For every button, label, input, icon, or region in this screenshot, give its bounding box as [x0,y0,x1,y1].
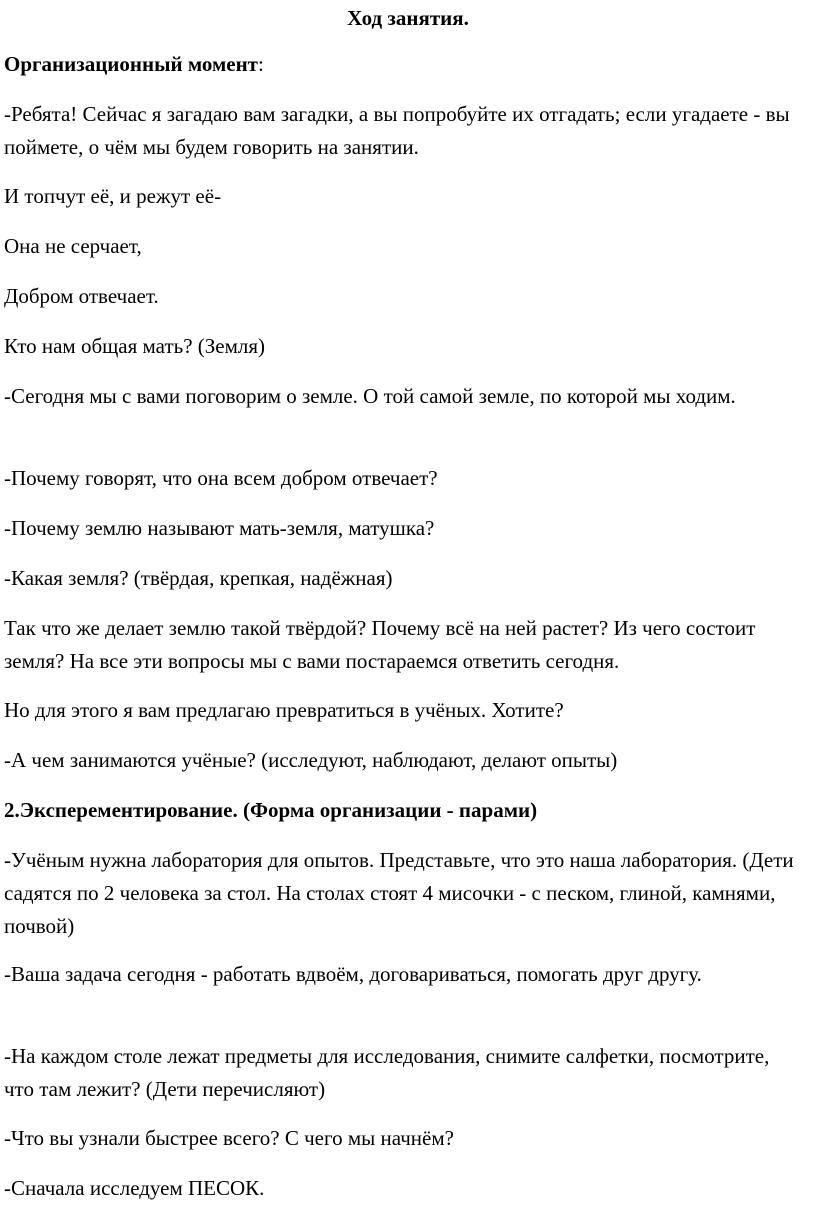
section-heading-org-moment [4,48,804,81]
section-heading-text: Организационный момент [4,52,258,76]
paragraph-today-topic: -Сегодня мы с вами поговорим о земле. О той самой земле, по которой мы ходим. [4,384,736,408]
section-heading-experiment: 2.Эксперементирование. (Форма организации - парами) [4,798,538,822]
paragraph-objects: -На каждом столе лежат предметы для исследования, снимите салфетки, посмотрите, что там лежит? (Дети перечисляют) [4,1044,770,1101]
riddle-line-1: И топчут её, и режут её- [4,184,222,208]
paragraph-task: -Ваша задача сегодня - работать вдвоём, договариваться, помогать друг другу. [4,962,702,986]
question-good: -Почему говорят, что она всем добром отвечает? [4,466,438,490]
paragraph-scientists: Но для этого я вам предлагаю превратиться в учёных. Хотите? [4,698,564,722]
paragraph-intro: -Ребята! Сейчас я загадаю вам загадки, а вы попробуйте их отгадать; если угадаете - вы поймете, о чём мы будем говорить на занятии. [4,102,790,159]
riddle-line-2: Она не серчает, [4,234,142,258]
question-scientists: -А чем занимаются учёные? (исследуют, наблюдают, делают опыты) [4,748,618,772]
document-title: Ход занятия. [347,6,469,30]
section-heading-colon: : [258,52,264,76]
riddle-line-4: Кто нам общая мать? (Земля) [4,334,266,358]
riddle-line-3: Добром отвечает. [4,284,159,308]
question-what-earth: -Какая земля? (твёрдая, крепкая, надёжная) [4,566,393,590]
question-mother-earth: -Почему землю называют мать-земля, матушка? [4,516,435,540]
paragraph-laboratory: -Учёным нужна лаборатория для опытов. Представьте, что это наша лаборатория. (Дети садятся по 2 человека за стол. На столах стоят 4 мисочки - с песком, глиной, камнями, почвой) [4,848,794,938]
question-first: -Что вы узнали быстрее всего? С чего мы начнём? [4,1126,454,1150]
paragraph-questions: Так что же делает землю такой твёрдой? Почему всё на ней растет? Из чего состоит земля? На все эти вопросы мы с вами постараемся ответить сегодня. [4,616,756,673]
paragraph-sand: -Сначала исследуем ПЕСОК. [4,1176,265,1200]
